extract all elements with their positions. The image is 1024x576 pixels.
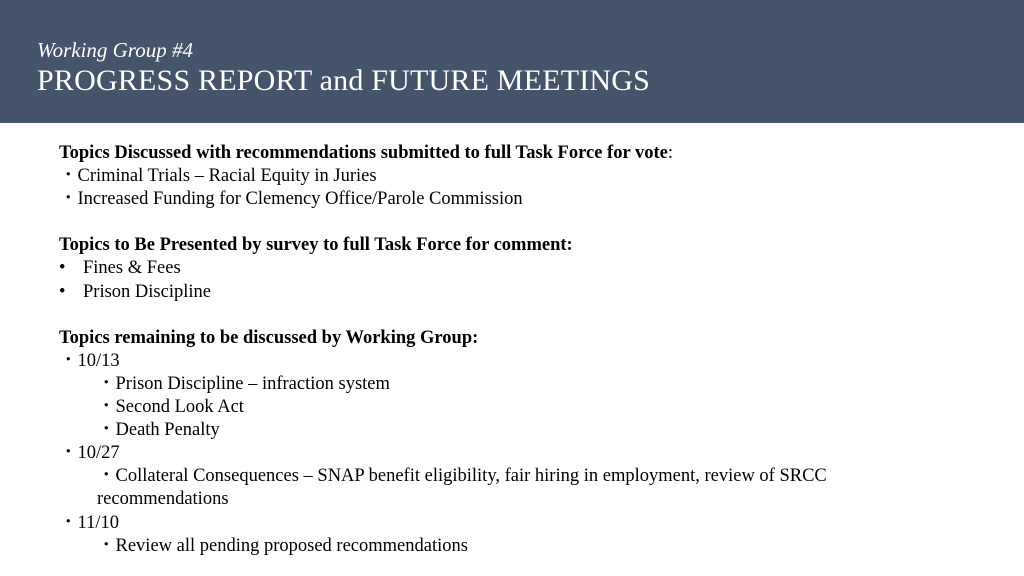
slide-subtitle: Working Group #4 (37, 38, 193, 62)
section-heading-discussed (59, 142, 999, 165)
list-item-label: Fines & Fees (83, 258, 181, 279)
meeting-topic: ・Collateral Consequences – SNAP benefit eligibility, fair hiring in employment, review of SRCC (97, 466, 827, 487)
bullet-icon: • (59, 258, 66, 279)
heading-colon: : (667, 143, 673, 163)
list-item (59, 257, 999, 280)
section-heading-presented: Topics to Be Presented by survey to full Task Force for comment: (59, 235, 573, 256)
section-heading-remaining: Topics remaining to be discussed by Working Group: (59, 327, 479, 348)
meeting-date: ・10/27 (59, 443, 120, 464)
meeting-date: ・11/10 (59, 512, 119, 533)
bullet-icon: • (59, 281, 66, 302)
meeting-date: ・10/13 (59, 350, 120, 371)
meeting-topic-continuation: recommendations (97, 489, 229, 510)
slide-title: PROGRESS REPORT and FUTURE MEETINGS (37, 64, 651, 97)
meeting-topic: ・Second Look Act (97, 397, 244, 418)
list-item (59, 281, 999, 304)
list-item: ・Increased Funding for Clemency Office/Parole Commission (59, 189, 523, 210)
meeting-topic: ・Review all pending proposed recommendations (97, 535, 468, 556)
meeting-topic: ・Death Penalty (97, 420, 220, 441)
heading-text: Topics Discussed with recommendations submitted to full Task Force for vote (59, 143, 668, 163)
list-item-label: Prison Discipline (83, 281, 211, 302)
list-item: ・Criminal Trials – Racial Equity in Juries (59, 166, 377, 187)
meeting-topic: ・Prison Discipline – infraction system (97, 373, 390, 394)
slide-body (59, 142, 999, 558)
header-bar (0, 0, 1024, 123)
